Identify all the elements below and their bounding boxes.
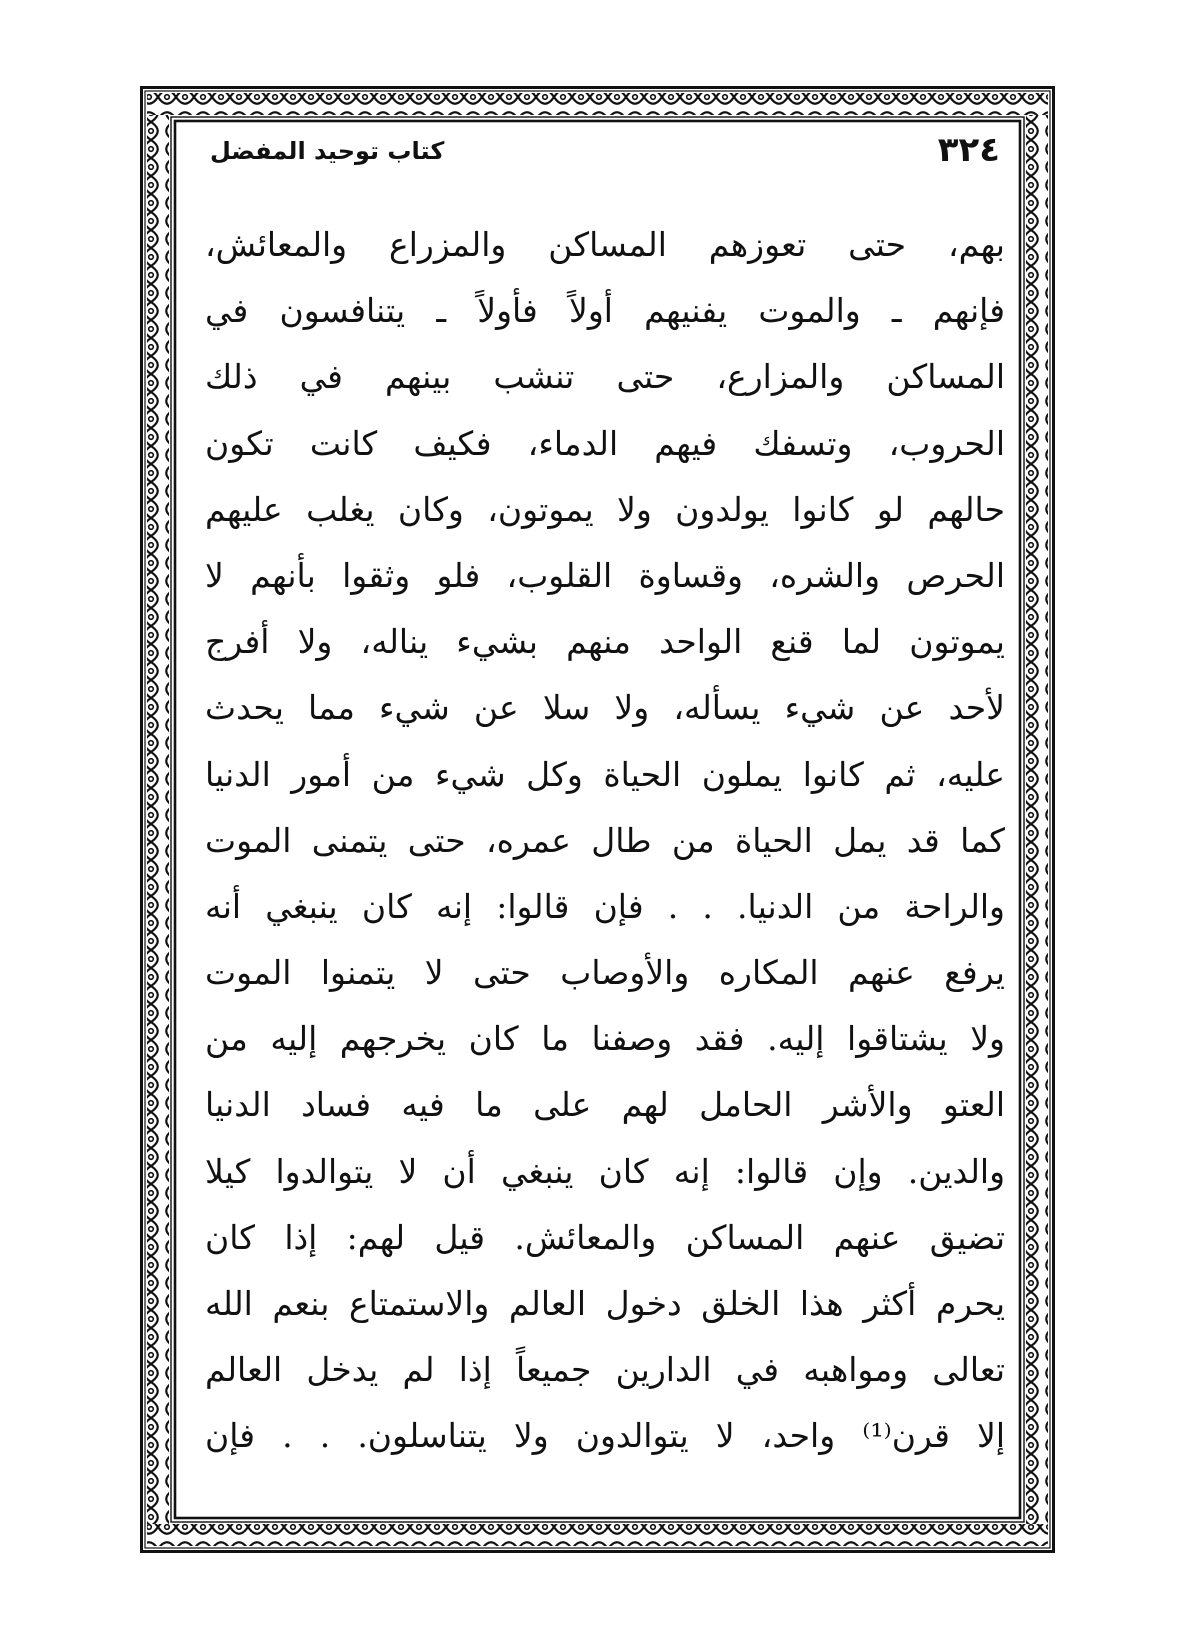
text-line: العتو والأشر الحامل لهم على ما فيه فساد الدنيا <box>205 1085 1005 1125</box>
text-line: تضيق عنهم المساكن والمعائش. قيل لهم: إذا كان <box>205 1217 1005 1257</box>
page-number: ٣٢٤ <box>937 130 1000 170</box>
running-title: كتاب توحيد المفضل <box>210 137 445 165</box>
text-line: حالهم لو كانوا يولدون ولا يموتون، وكان يغلب عليهم <box>205 489 1005 529</box>
page-header <box>210 130 1000 180</box>
text-line: يرفع عنهم المكاره والأوصاب حتى لا يتمنوا الموت <box>205 953 1005 993</box>
text-line: ولا يشتاقوا إليه. فقد وصفنا ما كان يخرجهم إليه من <box>205 1019 1005 1059</box>
text-line: يحرم أكثر هذا الخلق دخول العالم والاستمتاع بنعم الله <box>205 1284 1005 1323</box>
text-line: تعالى ومواهبه في الدارين جميعاً إذا لم يدخل العالم <box>205 1350 1005 1390</box>
text-line: الحرص والشره، وقساوة القلوب، فلو وثقوا بأنهم لا <box>205 555 1005 595</box>
text-line: الحروب، وتسفك فيهم الدماء، فكيف كانت تكون <box>205 423 1005 463</box>
text-line: عليه، ثم كانوا يملون الحياة وكل شيء من أمور الدنيا <box>205 754 1005 794</box>
text-line: والراحة من الدنيا. . . فإن قالوا: إنه كان ينبغي أنه <box>205 886 1005 926</box>
text-line: يموتون لما قنع الواحد منهم بشيء يناله، ولا أفرج <box>205 622 1005 662</box>
text-line: بهم، حتى تعوزهم المساكن والمزراع والمعائش، <box>205 225 1005 264</box>
text-line: المساكن والمزارع، حتى تنشب بينهم في ذلك <box>205 357 1005 397</box>
text-line: كما قد يمل الحياة من طال عمره، حتى يتمنى الموت <box>205 820 1005 860</box>
text-line: لأحد عن شيء يسأله، ولا سلا عن شيء مما يحدث <box>205 688 1005 728</box>
text-line: والدين. وإن قالوا: إنه كان ينبغي أن لا يتوالدوا كيلا <box>205 1151 1005 1191</box>
text-line: فإنهم ـ والموت يفنيهم أولاً فأولاً ـ يتنافسون في <box>205 291 1005 331</box>
body-text <box>205 212 1005 1470</box>
text-line: إلا قرن⁽¹⁾ واحد، لا يتوالدون ولا يتناسلون. . . فإن <box>205 1416 1005 1456</box>
